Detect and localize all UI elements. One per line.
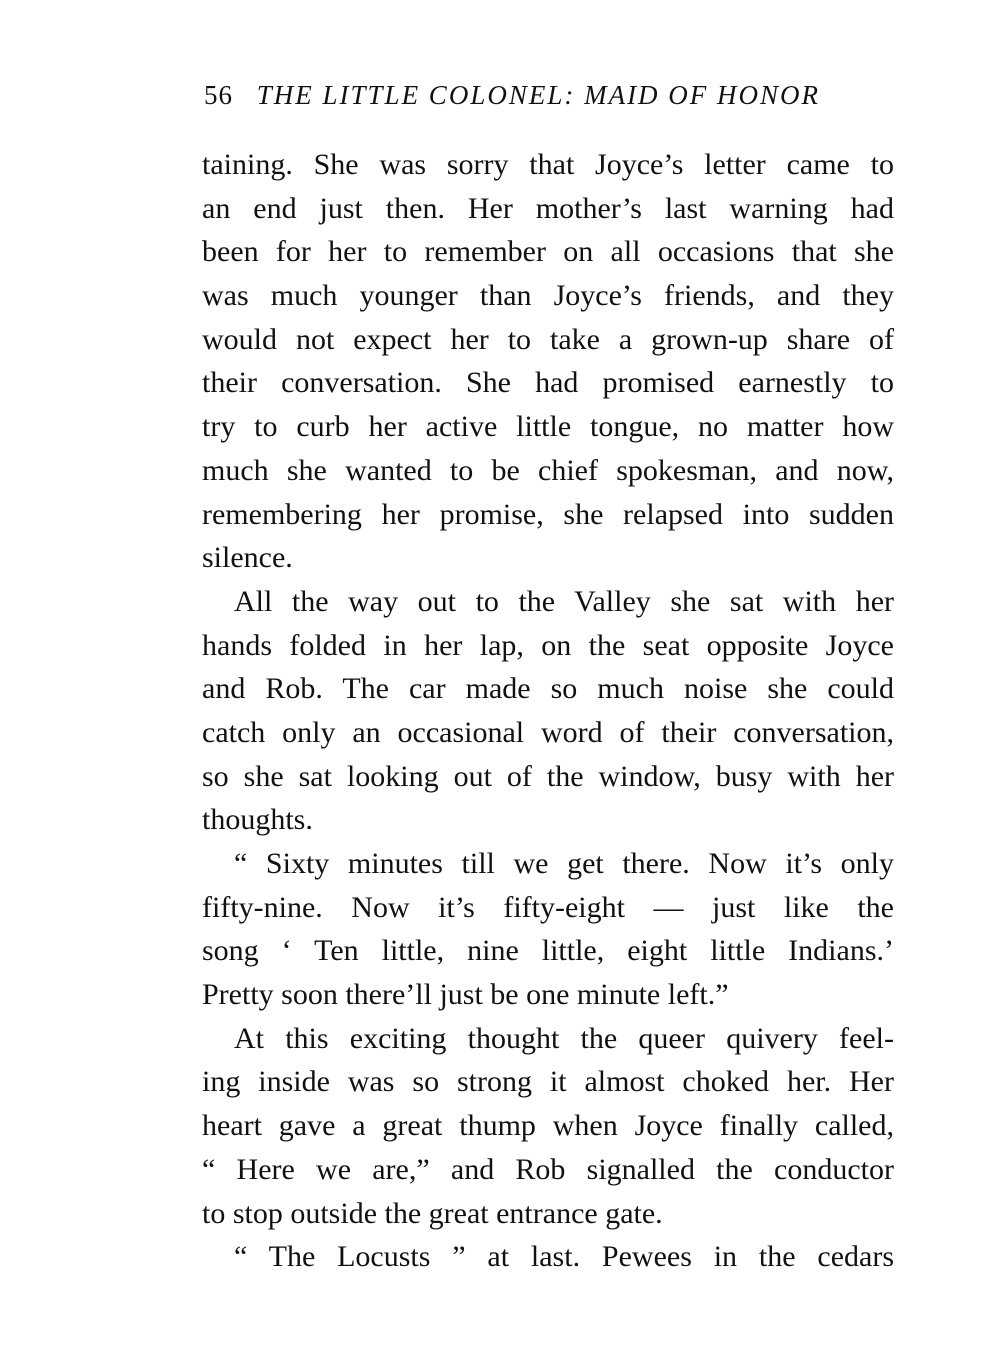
paragraph	[202, 842, 894, 1017]
book-title: THE LITTLE COLONEL: MAID OF HONOR	[256, 80, 821, 110]
running-head	[204, 78, 904, 112]
paragraph	[202, 143, 894, 580]
text-line: taining. She was sorry that Joyce’s letter came to	[202, 148, 894, 181]
text-line: was much younger than Joyce’s friends, and they	[202, 279, 894, 313]
text-line: At this exciting thought the queer quivery feel-	[234, 1021, 894, 1055]
text-line: “ Here we are,” and Rob signalled the conductor	[202, 1152, 894, 1186]
text-line: fifty-nine. Now it’s fifty-eight — just like the	[202, 890, 894, 924]
paragraph	[202, 1235, 894, 1279]
text-line: song ‘ Ten little, nine little, eight little Indians.’	[202, 934, 894, 968]
text-line: an end just then. Her mother’s last warning had	[202, 191, 894, 225]
text-line: ing inside was so strong it almost choked her. Her	[202, 1065, 894, 1099]
text-line: try to curb her active little tongue, no matter how	[202, 410, 894, 444]
page-number: 56	[204, 80, 233, 110]
text-line: and Rob. The car made so much noise she could	[202, 672, 894, 706]
text-line: “ The Locusts ” at last. Pewees in the cedars	[234, 1240, 894, 1274]
text-line: would not expect her to take a grown-up share of	[202, 322, 894, 356]
body-text	[202, 143, 894, 1279]
paragraph	[202, 1017, 894, 1235]
text-line: remembering her promise, she relapsed into sudden	[202, 497, 894, 531]
text-line: much she wanted to be chief spokesman, and now,	[202, 453, 894, 487]
text-line: All the way out to the Valley she sat with her	[234, 584, 894, 618]
text-line: silence.	[202, 541, 293, 575]
text-line: thoughts.	[202, 803, 313, 837]
text-line: Pretty soon there’ll just be one minute left.”	[202, 978, 729, 1012]
text-line: to stop outside the great entrance gate.	[202, 1196, 663, 1230]
text-line: “ Sixty minutes till we get there. Now it’s only	[234, 847, 894, 880]
text-line: catch only an occasional word of their conversation,	[202, 715, 894, 749]
text-line: heart gave a great thump when Joyce finally called,	[202, 1109, 894, 1143]
text-line: their conversation. She had promised earnestly to	[202, 366, 894, 400]
text-line: been for her to remember on all occasions that she	[202, 235, 894, 269]
text-line: hands folded in her lap, on the seat opposite Joyce	[202, 628, 894, 662]
paragraph	[202, 580, 894, 842]
text-line: so she sat looking out of the window, busy with her	[202, 759, 894, 793]
